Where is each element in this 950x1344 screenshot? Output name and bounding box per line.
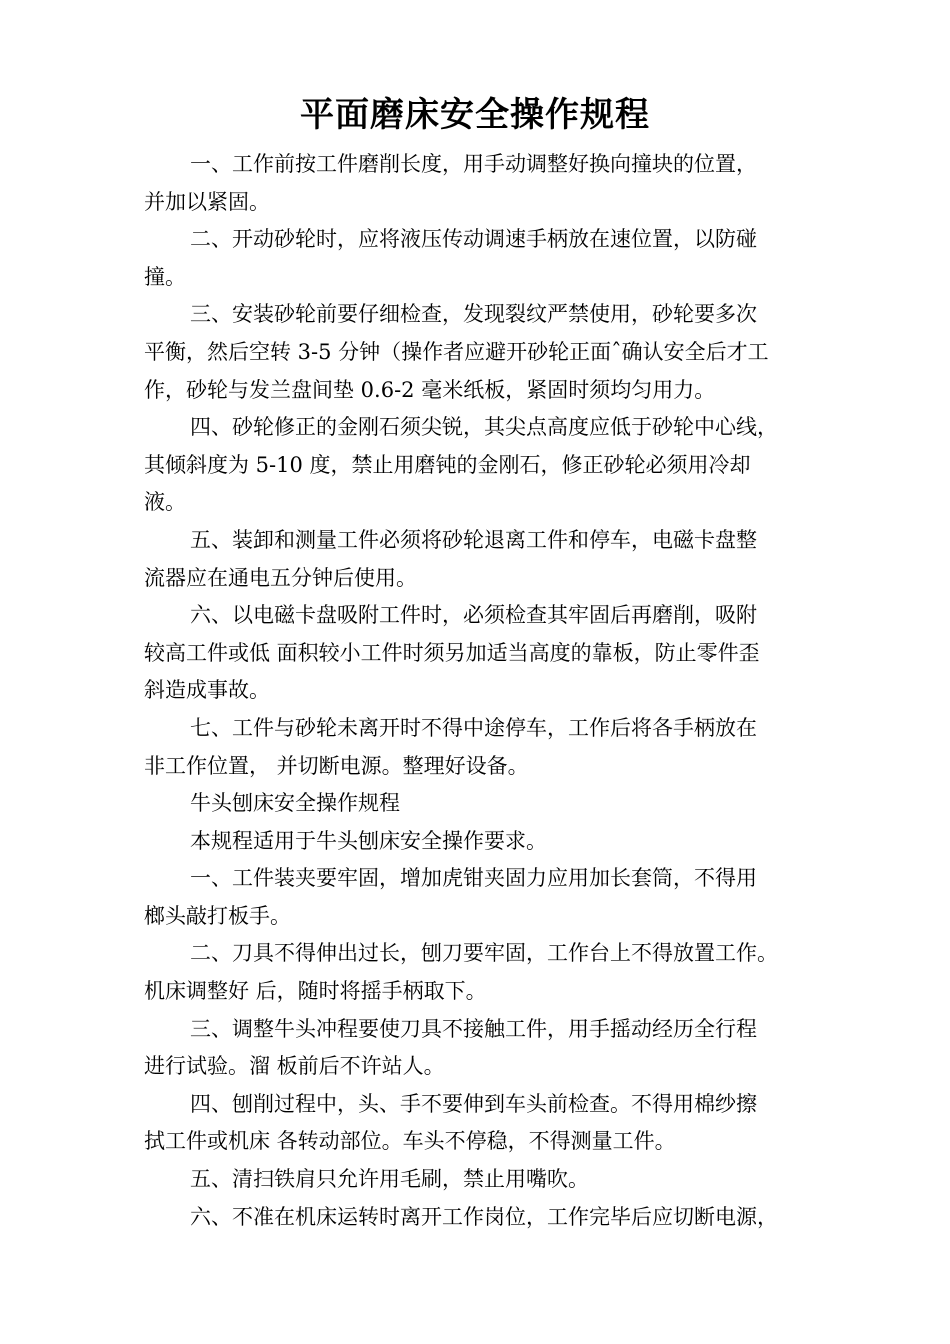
text-line: 机床调整好 后，随时将摇手柄取下。 bbox=[144, 979, 487, 1004]
text-line: 五、清扫铁肩只允许用毛刷，禁止用嘴吹。 bbox=[190, 1167, 589, 1192]
text-line: 作，砂轮与发兰盘间垫 0.6-2 毫米纸板，紧固时须均匀用力。 bbox=[144, 377, 716, 402]
text-line: 四、刨削过程中，头、手不要伸到车头前检查。不得用棉纱擦 bbox=[190, 1091, 757, 1116]
text-line: 七、工件与砂轮未离开时不得中途停车，工作后将各手柄放在 bbox=[190, 715, 757, 740]
text-line: 五、装卸和测量工件必须将砂轮退离工件和停车，电磁卡盘整 bbox=[190, 527, 757, 552]
text-line: 平衡，然后空转 3-5 分钟（操作者应避开砂轮正面ˆ确认安全后才工 bbox=[144, 339, 769, 364]
text-line: 三、安装砂轮前要仔细检查，发现裂纹严禁使用，砂轮要多次 bbox=[190, 302, 757, 327]
page-title: 平面磨床安全操作规程 bbox=[300, 95, 650, 135]
text-line: 一、工作前按工件磨削长度，用手动调整好换向撞块的位置， bbox=[190, 152, 757, 176]
text-line: 非工作位置， 并切断电源。整理好设备。 bbox=[144, 753, 529, 778]
text-line: 一、工件装夹要牢固，增加虎钳夹固力应用加长套筒，不得用 bbox=[190, 866, 757, 891]
text-line: 拭工件或机床 各转动部位。车头不停稳，不得测量工件。 bbox=[144, 1129, 676, 1154]
text-line: 撞。 bbox=[144, 264, 186, 289]
text-line: 液。 bbox=[144, 490, 186, 515]
text-line: 榔头敲打板手。 bbox=[144, 903, 291, 928]
text-line: 三、调整牛头冲程要使刀具不接触工件，用手摇动经历全行程 bbox=[190, 1016, 757, 1041]
text-line: 其倾斜度为 5-10 度，禁止用磨钝的金刚石，修正砂轮必须用冷却 bbox=[144, 452, 751, 477]
text-line: 较高工件或低 面积较小工件时须另加适当高度的靠板，防止零件歪 bbox=[144, 640, 760, 665]
text-line: 斜造成事故。 bbox=[144, 678, 270, 703]
text-line: 并加以紧固。 bbox=[144, 189, 270, 214]
text-line: 进行试验。溜 板前后不许站人。 bbox=[144, 1054, 445, 1079]
document-body bbox=[144, 146, 820, 1236]
text-line: 六、以电磁卡盘吸附工件时，必须检查其牢固后再磨削，吸附 bbox=[190, 603, 757, 628]
text-line: 流器应在通电五分钟后使用。 bbox=[144, 565, 417, 590]
text-line: 二、开动砂轮时，应将液压传动调速手柄放在速位置，以防碰 bbox=[190, 227, 757, 252]
text-line: 二、刀具不得伸出过长，刨刀要牢固，工作台上不得放置工作。 bbox=[190, 941, 778, 966]
text-line: 六、不准在机床运转时离开工作岗位，工作完毕后应切断电源， bbox=[190, 1204, 778, 1229]
text-line: 本规程适用于牛头刨床安全操作要求。 bbox=[190, 828, 547, 853]
text-line: 四、砂轮修正的金刚石须尖锐，其尖点高度应低于砂轮中心线， bbox=[190, 415, 778, 440]
text-line: 牛头刨床安全操作规程 bbox=[190, 791, 400, 816]
